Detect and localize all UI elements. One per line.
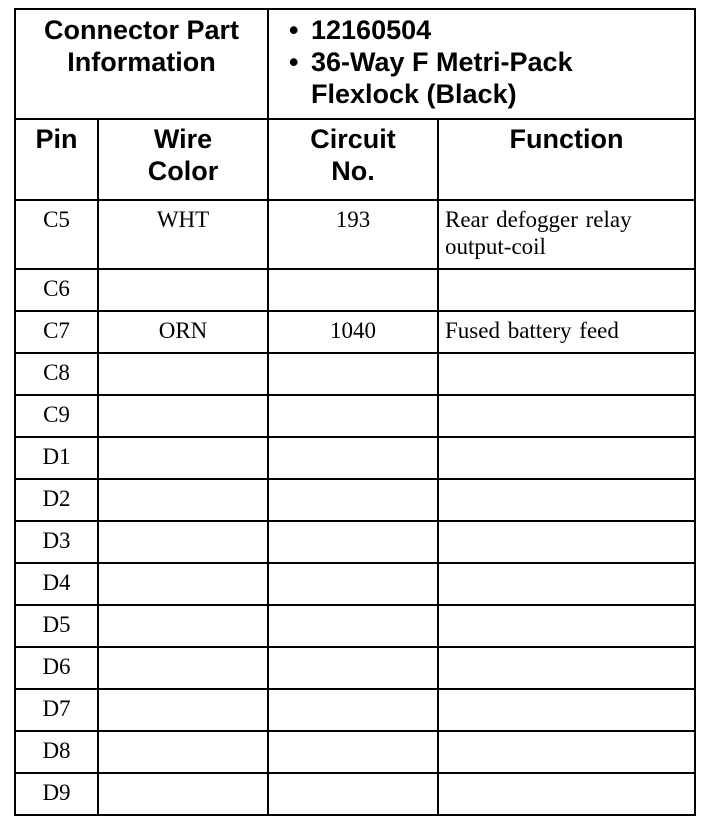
function-cell [438,269,695,311]
circuit-cell [268,773,438,815]
wire-color-cell [98,689,268,731]
table-row [15,269,695,311]
pin-cell: C7 [15,311,98,353]
wire-color-cell [98,563,268,605]
circuit-cell [268,521,438,563]
bullet: • [289,47,299,77]
circuit-cell [268,605,438,647]
column-header-row [15,119,695,200]
pin-cell: C9 [15,395,98,437]
table-row [15,647,695,689]
circuit-cell [268,647,438,689]
function-cell: Fused battery feed [438,311,695,353]
circuit-cell [268,353,438,395]
function-line2: output-coil [445,234,546,259]
wire-color-cell: WHT [98,200,268,269]
wire-color-cell [98,521,268,563]
table-row [15,731,695,773]
wire-color-cell [98,437,268,479]
table-row [15,353,695,395]
circuit-cell [268,479,438,521]
function-cell [438,395,695,437]
circuit-cell: 1040 [268,311,438,353]
pin-cell: D8 [15,731,98,773]
pin-cell: D5 [15,605,98,647]
function-cell [438,353,695,395]
function-cell [438,605,695,647]
wire-color-cell [98,269,268,311]
function-cell [438,773,695,815]
description-line-2 [311,78,694,110]
pin-cell: D6 [15,647,98,689]
table-row [15,563,695,605]
part-number: 12160504 [311,15,432,45]
column-header-circuit-line2: No. [331,156,375,186]
circuit-cell [268,689,438,731]
table-row [15,773,695,815]
function-cell [438,479,695,521]
description-line [289,46,694,78]
column-header-function-label: Function [509,124,624,154]
pin-cell: D1 [15,437,98,479]
circuit-cell: 193 [268,200,438,269]
column-header-wire-line1: Wire [153,124,213,154]
table-row [15,395,695,437]
function-cell [438,731,695,773]
circuit-cell [268,731,438,773]
table-row [15,689,695,731]
pin-cell: D7 [15,689,98,731]
connector-table [14,8,696,816]
function-cell [438,563,695,605]
circuit-cell [268,437,438,479]
connector-description-line1: 36-Way F Metri-Pack [311,47,573,77]
connector-info-row [15,9,695,119]
part-number-line [289,14,694,46]
connector-info-label-line2: Information [67,47,216,77]
pin-cell: C6 [15,269,98,311]
pin-cell: C8 [15,353,98,395]
wire-color-cell: ORN [98,311,268,353]
wire-color-cell [98,731,268,773]
table-row [15,479,695,521]
circuit-cell [268,269,438,311]
table-row [15,311,695,353]
column-header-circuit [268,119,438,200]
wire-color-cell [98,605,268,647]
wire-color-cell [98,479,268,521]
connector-info-label-line1: Connector Part [43,15,240,45]
pin-cell: D3 [15,521,98,563]
connector-description-line2: Flexlock (Black) [311,79,517,109]
wire-color-cell [98,395,268,437]
wire-color-cell [98,353,268,395]
table-row [15,605,695,647]
wire-color-cell [98,773,268,815]
column-header-wire-color [98,119,268,200]
function-cell [438,521,695,563]
table-body [15,9,695,815]
pin-cell: D2 [15,479,98,521]
column-header-pin [15,119,98,200]
column-header-function [438,119,695,200]
column-header-pin-label: Pin [35,124,78,154]
pin-cell: D9 [15,773,98,815]
function-cell [438,689,695,731]
bullet: • [289,15,299,45]
pin-cell: D4 [15,563,98,605]
table-row [15,437,695,479]
table-row [15,200,695,269]
table-row [15,521,695,563]
function-cell [438,437,695,479]
column-header-circuit-line1: Circuit [310,124,396,154]
connector-info-value [268,9,695,119]
function-line1: Rear defogger relay [445,207,632,232]
function-cell [438,200,695,269]
circuit-cell [268,395,438,437]
connector-info-label [15,9,268,119]
wire-color-cell [98,647,268,689]
function-cell [438,647,695,689]
connector-sheet [14,8,694,816]
pin-cell: C5 [15,200,98,269]
column-header-wire-line2: Color [147,156,219,186]
circuit-cell [268,563,438,605]
